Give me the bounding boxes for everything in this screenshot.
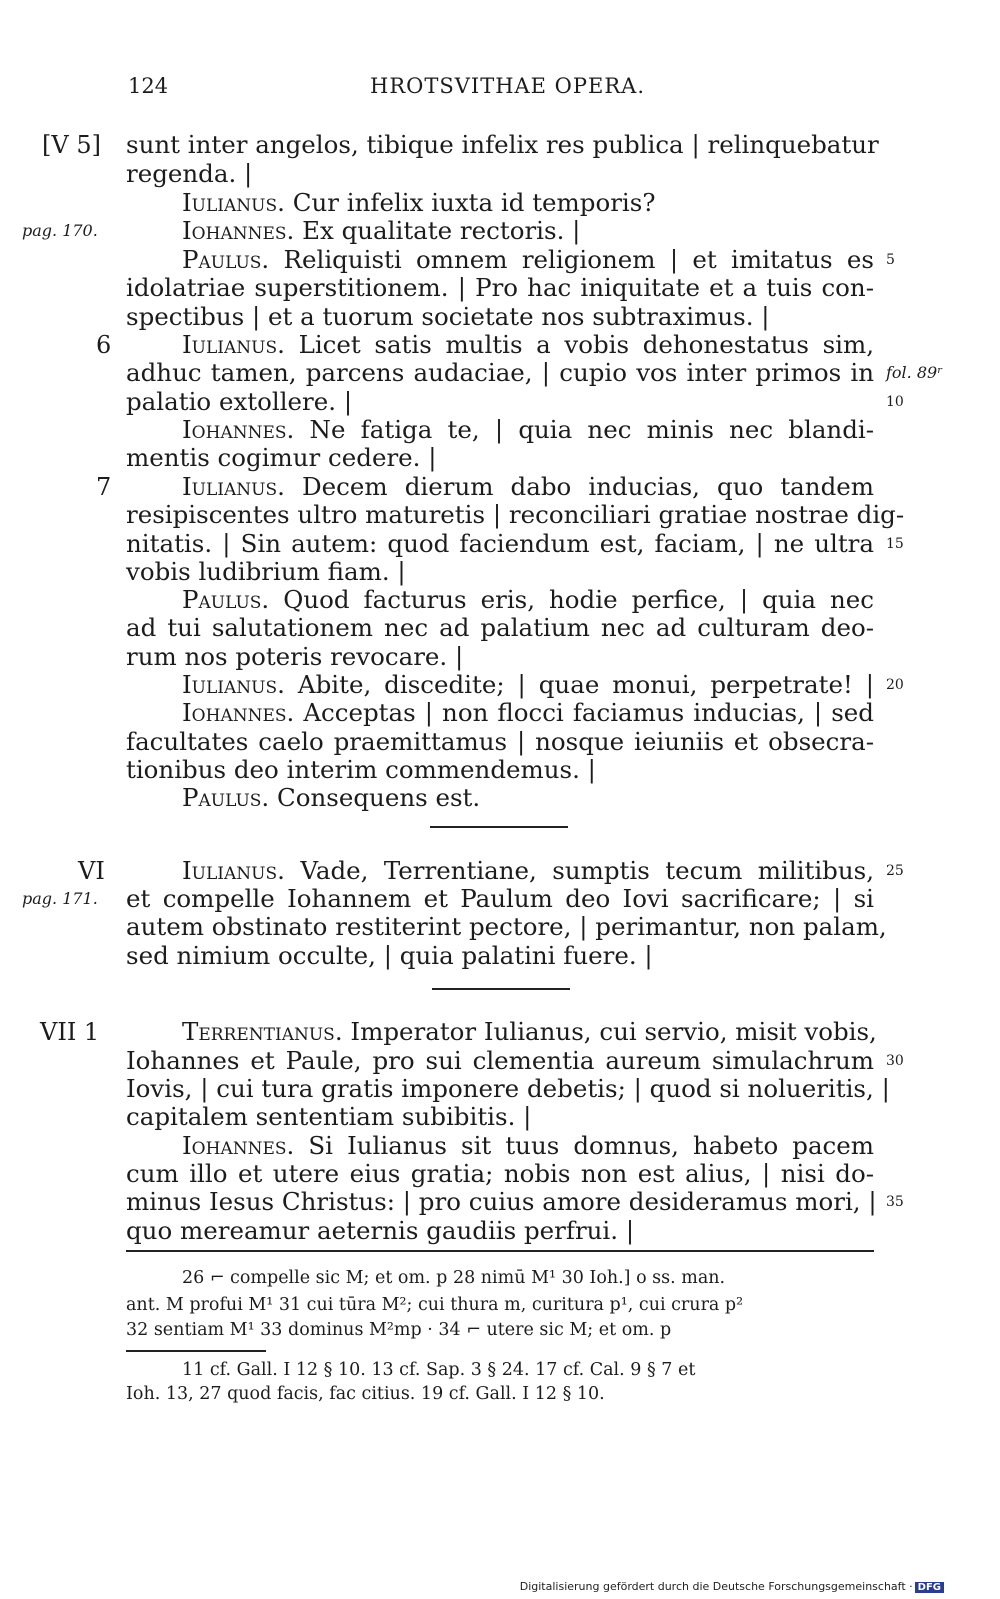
line-text: nitatis. | Sin autem: quod faciendum est, faciam, | ne ultra [126, 529, 874, 558]
page-number: 124 [128, 74, 169, 98]
line-number: 5 [886, 252, 895, 268]
text-line [126, 1103, 874, 1131]
line-text: mentis cogimur cedere. | [126, 443, 437, 472]
text-line [126, 885, 874, 913]
text-line [126, 942, 874, 970]
text-line [126, 473, 874, 501]
line-text: tionibus deo interim commendemus. | [126, 755, 596, 784]
line-text: palatio extollere. | [126, 387, 353, 416]
apparatus-line: 26 ⌐ compelle sic M; et om. p 28 nimū M¹ 30 Ioh.] o ss. man. [182, 1268, 726, 1288]
text-line [126, 1047, 874, 1075]
sources-line: 11 cf. Gall. I 12 § 10. 13 cf. Sap. 3 § 24. 17 cf. Cal. 9 § 7 et [182, 1360, 696, 1380]
line-text: facultates caelo praemittamus | nosque ieiuniis et obsecra- [126, 727, 874, 756]
line-text: vobis ludibrium fiam. | [126, 557, 406, 586]
text-line [126, 1160, 874, 1188]
text-line [126, 1074, 890, 1103]
line-text: spectibus | et a tuorum societate nos subtraximus. | [126, 302, 770, 331]
line-text: Decem dierum dabo inducias, quo tandem [302, 472, 874, 501]
line-number: 30 [886, 1053, 904, 1069]
text-line [126, 189, 874, 217]
section-marker: 6 [96, 331, 112, 359]
section-divider [432, 988, 570, 990]
section-divider [430, 826, 568, 828]
line-number: 35 [886, 1194, 904, 1210]
speaker-name: Iulianus. [182, 330, 285, 359]
page-reference: pag. 171. [22, 889, 98, 908]
line-text: Cur infelix iuxta id temporis? [292, 188, 656, 217]
line-text: regenda. | [126, 159, 253, 188]
line-number: 20 [886, 677, 904, 693]
speaker-name: Iulianus. [182, 670, 285, 699]
apparatus-rule [126, 1250, 874, 1252]
line-text: Acceptas | non flocci faciamus inducias, | sed [303, 698, 874, 727]
line-text: Iovis, | cui tura gratis imponere debetis; | quod si nolueritis, | [126, 1074, 890, 1103]
line-text: idolatriae superstitionem. | Pro hac iniquitate et a tuis con- [126, 273, 874, 302]
text-line [126, 1132, 874, 1160]
text-line [126, 217, 874, 245]
apparatus-line: ant. M profui M¹ 31 cui tūra M²; cui thura m, curitura p¹, cui crura p² [126, 1295, 744, 1315]
line-text: Si Iulianus sit tuus domnus, habeto pacem [308, 1131, 874, 1160]
text-line [126, 130, 879, 159]
line-text: Ex qualitate rectoris. | [302, 216, 581, 245]
text-line [126, 728, 874, 756]
text-line [126, 1017, 877, 1046]
line-number: 10 [886, 394, 904, 410]
speaker-name: Iohannes. [182, 415, 295, 444]
line-number: 25 [886, 863, 904, 879]
line-text: ad tui salutationem nec ad palatium nec ad culturam deo- [126, 613, 874, 642]
line-text: et compelle Iohannem et Paulum deo Iovi sacrificare; | si [126, 884, 874, 913]
line-text: Quod facturus eris, hodie perfice, | quia nec [283, 585, 874, 614]
line-text: Consequens est. [277, 783, 481, 812]
line-text: sunt inter angelos, tibique infelix res publica | relinquebatur [126, 130, 879, 159]
text-line [126, 1187, 877, 1216]
speaker-name: Iohannes. [182, 216, 295, 245]
text-line [126, 699, 874, 727]
speaker-name: Iulianus. [182, 188, 285, 217]
speaker-name: Iulianus. [182, 856, 285, 885]
page-title: HROTSVITHAE OPERA. [370, 74, 646, 98]
text-line [126, 614, 874, 642]
line-text: Iohannes et Paule, pro sui clementia aureum simulachrum [126, 1046, 874, 1075]
line-text: cum illo et utere eius gratia; nobis non est alius, | nisi do- [126, 1159, 874, 1188]
text-line [126, 246, 874, 274]
text-line [126, 530, 874, 558]
text-line [126, 416, 874, 444]
line-text: sed nimium occulte, | quia palatini fuere. | [126, 941, 653, 970]
line-text: capitalem sententiam subibitis. | [126, 1102, 532, 1131]
sources-line: Ioh. 13, 27 quod facis, fac citius. 19 cf. Gall. I 12 § 10. [126, 1384, 605, 1404]
line-text: adhuc tamen, parcens audaciae, | cupio vos inter primos in [126, 358, 874, 387]
page-reference: pag. 170. [22, 221, 98, 240]
digitization-credit [520, 1580, 944, 1593]
text-line [126, 671, 874, 699]
line-text: minus Iesus Christus: | pro cuius amore desideramus mori, | [126, 1187, 877, 1216]
text-line [126, 1217, 874, 1245]
credit-text: Digitalisierung gefördert durch die Deutsche Forschungsgemeinschaft · [519, 1580, 913, 1593]
line-text: resipiscentes ultro maturetis | reconciliari gratiae nostrae dig- [126, 500, 905, 529]
text-line [126, 586, 874, 614]
speaker-name: Terrentianus. [182, 1017, 343, 1046]
line-number: 15 [886, 536, 904, 552]
line-text: Imperator Iulianus, cui servio, misit vobis, [350, 1017, 877, 1046]
text-line [126, 756, 874, 784]
text-line [126, 912, 887, 941]
speaker-name: Paulus. [182, 585, 270, 614]
section-marker: 7 [96, 473, 112, 501]
section-marker: [V 5] [42, 131, 101, 159]
line-text: Vade, Terrentiane, sumptis tecum militibus, [300, 856, 874, 885]
line-text: Reliquisti omnem religionem | et imitatus es [283, 245, 874, 274]
speaker-name: Paulus. [182, 783, 270, 812]
text-line [126, 784, 874, 812]
section-marker: VII 1 [40, 1018, 100, 1046]
line-text: autem obstinato restiterint pectore, | perimantur, non palam, [126, 912, 887, 941]
dfg-logo: DFG [915, 1582, 944, 1593]
text-line [126, 857, 874, 885]
text-line [126, 359, 874, 387]
text-line [126, 331, 874, 359]
folio-reference: fol. 89ʳ [886, 363, 943, 382]
line-text: rum nos poteris revocare. | [126, 642, 464, 671]
text-line [126, 643, 874, 671]
section-marker: VI [78, 857, 105, 885]
line-text: quo mereamur aeternis gaudiis perfrui. | [126, 1216, 635, 1245]
text-line [126, 160, 874, 188]
apparatus-line: 32 sentiam M¹ 33 dominus M²mp · 34 ⌐ utere sic M; et om. p [126, 1320, 672, 1340]
text-line [126, 388, 874, 416]
text-line [126, 500, 905, 529]
text-line [126, 303, 874, 331]
line-text: Licet satis multis a vobis dehonestatus sim, [298, 330, 874, 359]
line-text: Abite, discedite; | quae monui, perpetrate! | [297, 670, 874, 699]
line-text: Ne fatiga te, | quia nec minis nec blandi- [309, 415, 874, 444]
sources-rule [126, 1350, 266, 1352]
speaker-name: Iohannes. [182, 1131, 295, 1160]
text-line [126, 558, 874, 586]
running-header [0, 74, 1000, 104]
text-line [126, 274, 874, 302]
speaker-name: Paulus. [182, 245, 270, 274]
speaker-name: Iohannes. [182, 698, 295, 727]
speaker-name: Iulianus. [182, 472, 285, 501]
text-line [126, 444, 874, 472]
